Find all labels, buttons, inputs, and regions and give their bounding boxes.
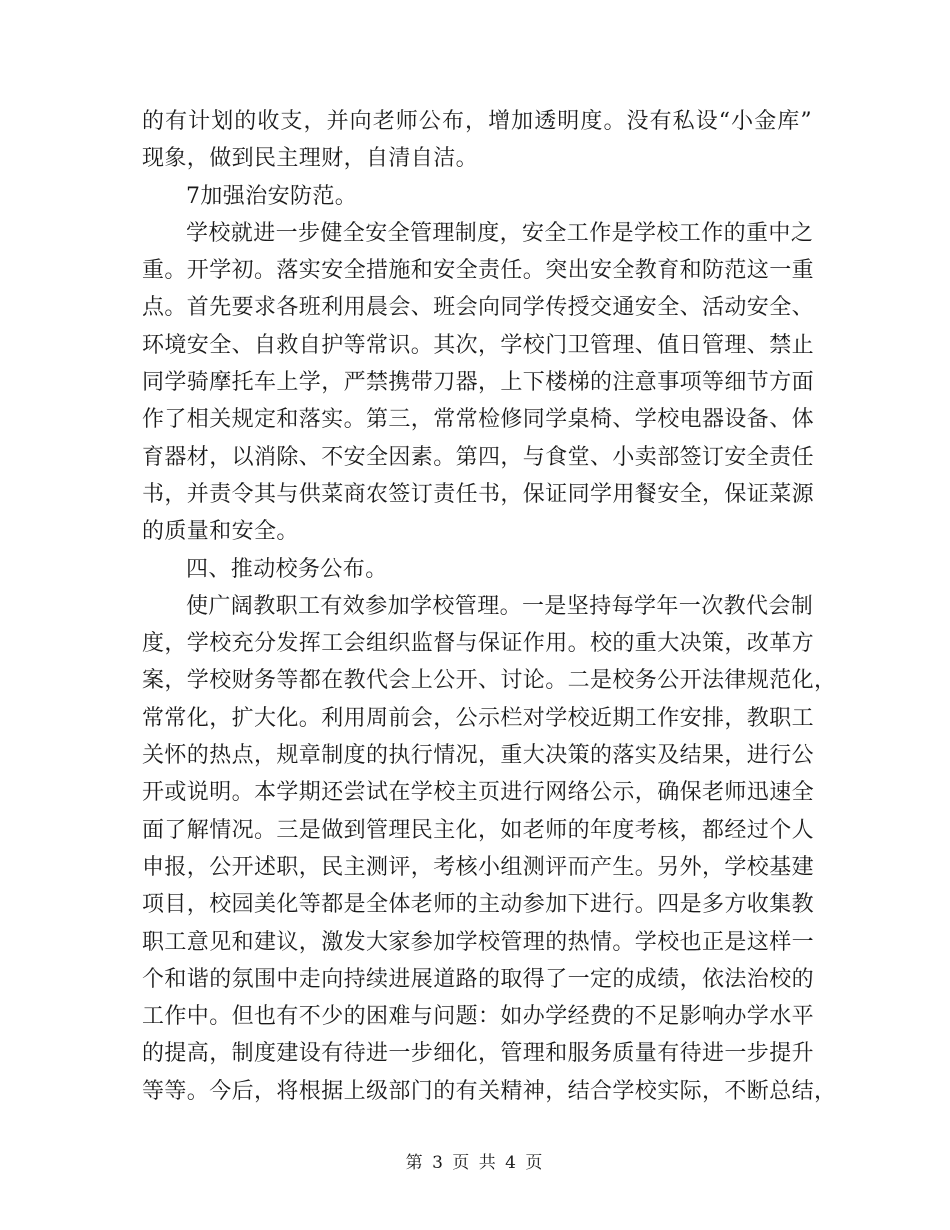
text-line: 作了相关规定和落实。第三，常常检修同学桌椅、学校电器设备、体 <box>142 407 815 433</box>
text-line: 环境安全、自救自护等常识。其次，学校门卫管理、值日管理、禁止 <box>142 332 815 358</box>
text-line: 个和谐的氛围中走向持续进展道路的取得了一定的成绩，依法治校的 <box>142 966 815 992</box>
text-line: 点。首先要求各班利用晨会、班会向同学传授交通安全、活动安全、 <box>142 295 815 321</box>
text-line: 工作中。但也有不少的困难与问题：如办学经费的不足影响办学水平 <box>142 1004 815 1030</box>
text-line: 同学骑摩托车上学，严禁携带刀器，上下楼梯的注意事项等细节方面 <box>142 370 815 396</box>
text-line: 的有计划的收支，并向老师公布，增加透明度。没有私设“小金库” <box>142 109 812 134</box>
text-line: 书，并责令其与供菜商农签订责任书，保证同学用餐安全，保证菜源 <box>142 481 815 507</box>
section-heading: 四、推动校务公布。 <box>186 556 388 582</box>
document-body <box>142 103 837 1110</box>
text-line: 关怀的热点，规章制度的执行情况，重大决策的落实及结果，进行公 <box>142 743 815 769</box>
text-line: 的提高，制度建设有待进一步细化，管理和服务质量有待进一步提升 <box>142 1041 815 1067</box>
text-line: 申报，公开述职，民主测评，考核小组测评而产生。另外，学校基建 <box>142 854 815 880</box>
text-line: 现象，做到民主理财，自清自洁。 <box>142 146 479 172</box>
text-line: 开或说明。本学期还尝试在学校主页进行网络公示，确保老师迅速全 <box>142 780 815 806</box>
text-line: 案，学校财务等都在教代会上公开、讨论。二是校务公开法律规范化， <box>142 668 837 694</box>
section-heading: 7加强治安防范。 <box>186 183 358 209</box>
text-line: 职工意见和建议，激发大家参加学校管理的热情。学校也正是这样一 <box>142 929 815 955</box>
text-line: 的质量和安全。 <box>142 519 299 545</box>
text-line: 使广阔教职工有效参加学校管理。一是坚持每学年一次教代会制 <box>186 593 814 619</box>
text-line: 常常化，扩大化。利用周前会，公示栏对学校近期工作安排，教职工 <box>142 705 815 731</box>
text-line: 项目，校园美化等都是全体老师的主动参加下进行。四是多方收集教 <box>142 892 815 918</box>
text-line: 等等。今后，将根据上级部门的有关精神，结合学校实际，不断总结， <box>142 1078 837 1104</box>
text-line: 重。开学初。落实安全措施和安全责任。突出安全教育和防范这一重 <box>142 258 815 284</box>
page-number-footer: 第 3 页 共 4 页 <box>405 1153 545 1173</box>
text-line: 度，学校充分发挥工会组织监督与保证作用。校的重大决策，改革方 <box>142 631 815 657</box>
text-line: 学校就进一步健全安全管理制度，安全工作是学校工作的重中之 <box>186 220 814 246</box>
text-line: 育器材，以消除、不安全因素。第四，与食堂、小卖部签订安全责任 <box>142 444 815 470</box>
text-line: 面了解情况。三是做到管理民主化，如老师的年度考核，都经过个人 <box>142 817 815 843</box>
